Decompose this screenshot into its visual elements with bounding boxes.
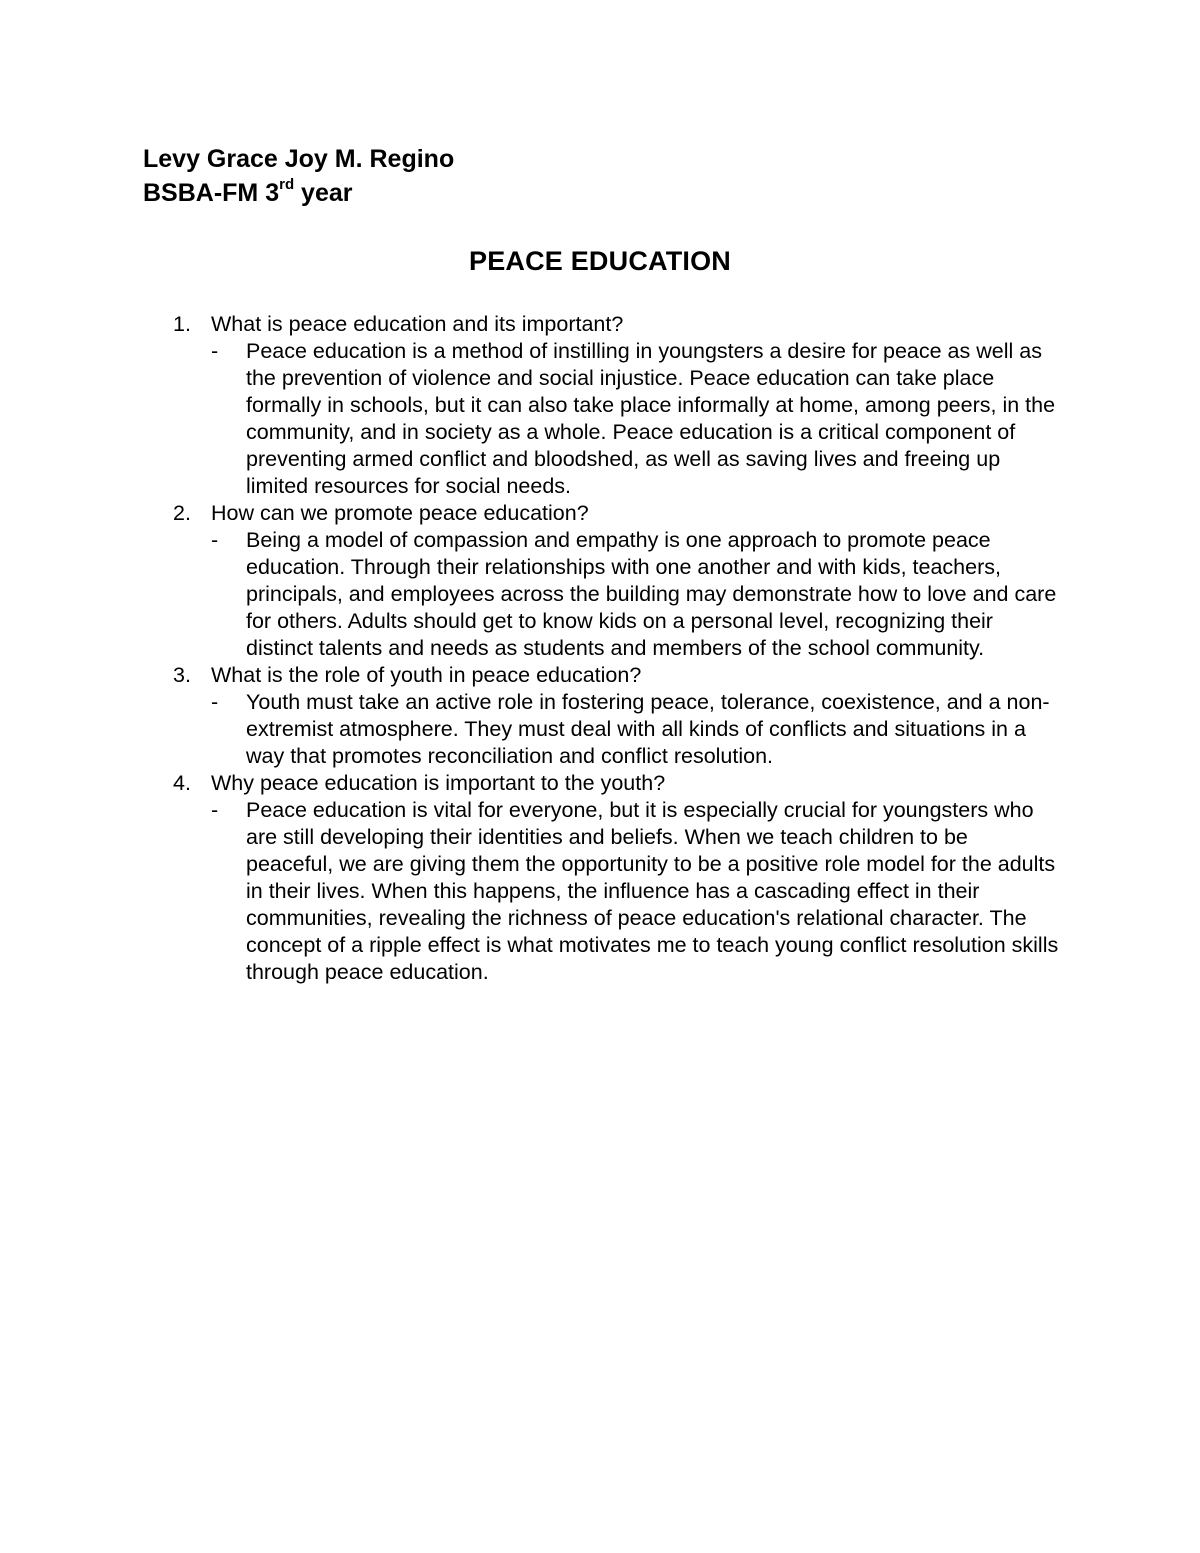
answer-text: Peace education is vital for everyone, but it is especially crucial for youngsters who are still developing their identities and beliefs. When we teach children to be peaceful, we are giving them the opportunity to be a positive role model for the adults in their lives. When this happens, the influence has a cascading effect in their communities, revealing the richness of peace education's relational character. The concept of a ripple effect is what motivates me to teach young conflict resolution skills through peace education. [246,798,1059,984]
question-text: How can we promote peace education? [211,501,589,525]
answer-text: Being a model of compassion and empathy is one approach to promote peace education. Through their relationships with one another and with kids, teachers, principals, and employees across the building may demonstrate how to love and care for others. Adults should get to know kids on a personal level, recognizing their distinct talents and needs as students and members of the school community. [246,528,1057,660]
answer-bullet: - [211,798,219,822]
question-item-2 [0,500,1200,662]
answer-text: Peace education is a method of instilling in youngsters a desire for peace as well as the prevention of violence and social injustice. Peace education can take place formally in schools, but it can also take place informally at home, among peers, in the community, and in society as a whole. Peace education is a critical component of preventing armed conflict and bloodshed, as well as saving lives and freeing up limited resources for social needs. [246,339,1056,498]
question-item-3 [0,662,1200,770]
question-number: 2. [173,501,191,525]
author-name: Levy Grace Joy M. Regino [143,145,455,173]
question-text: What is peace education and its important? [211,312,624,336]
course-suffix: year [294,179,353,207]
course-year [143,176,454,210]
answer-block [0,338,1200,500]
question-number: 3. [173,663,191,687]
question-text: Why peace education is important to the youth? [211,771,666,795]
answer-bullet: - [211,339,219,363]
question-item-1 [0,311,1200,500]
question-number: 1. [173,312,191,336]
course-prefix: BSBA-FM 3 [143,179,280,207]
answer-bullet: - [211,528,219,552]
question-item-4 [0,770,1200,986]
question-number: 4. [173,771,191,795]
document-title: PEACE EDUCATION [468,246,732,276]
answer-block [0,689,1200,770]
document-header [143,142,454,210]
answer-block [0,797,1200,986]
answer-block [0,527,1200,662]
answer-text: Youth must take an active role in fostering peace, tolerance, coexistence, and a non-extremist atmosphere. They must deal with all kinds of conflicts and situations in a way that promotes reconciliation and conflict resolution. [246,690,1050,768]
answer-bullet: - [211,690,219,714]
course-superscript: rd [279,175,295,193]
question-text: What is the role of youth in peace education? [211,663,642,687]
question-list [0,311,1200,986]
